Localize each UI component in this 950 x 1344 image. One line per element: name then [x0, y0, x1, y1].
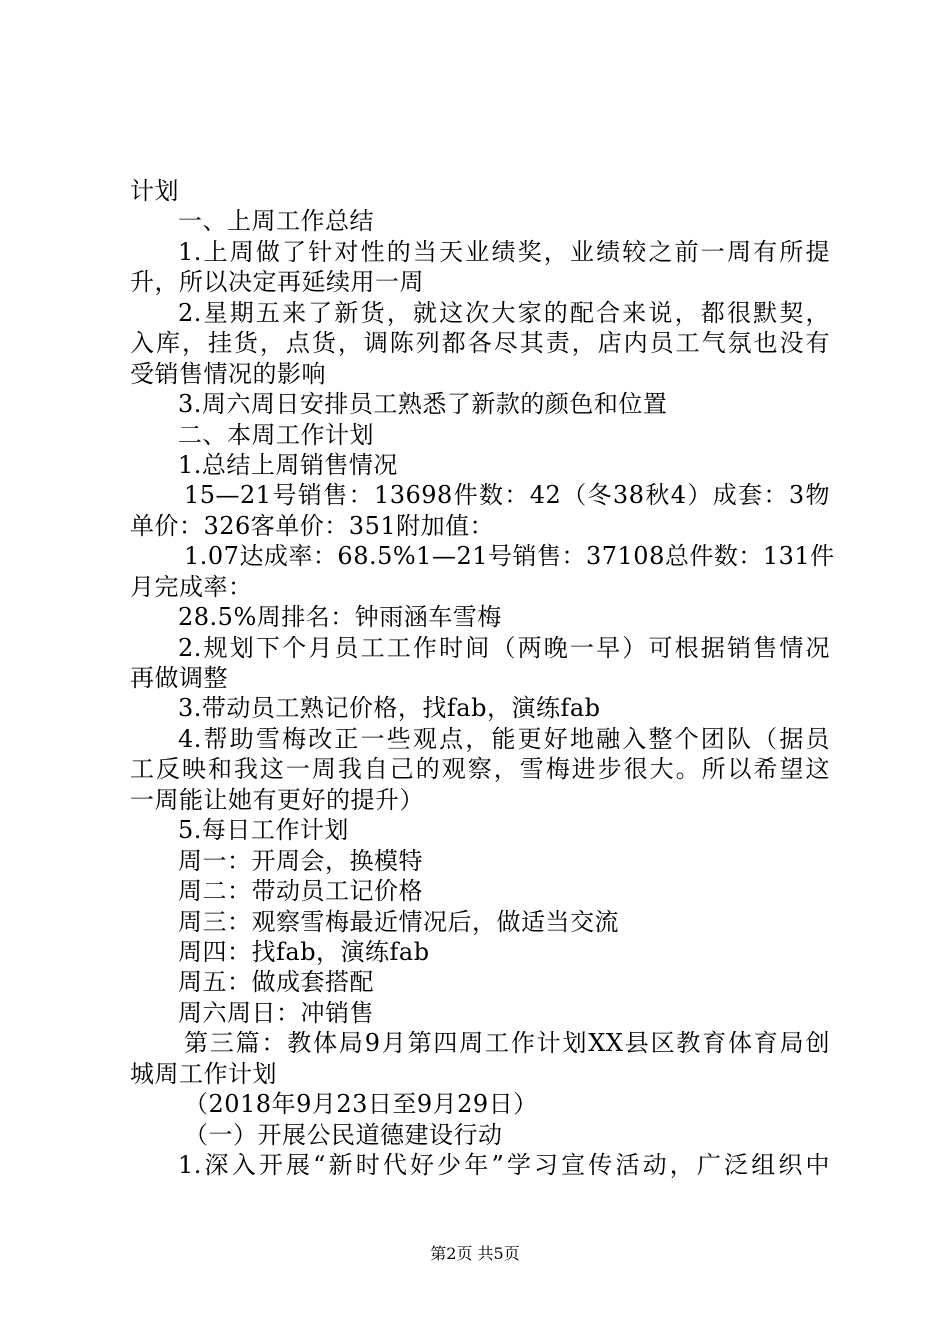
text-line: 周二：带动员工记价格 — [178, 877, 423, 906]
text-line: 周三：观察雪梅最近情况后，做适当交流 — [178, 907, 619, 936]
text-line: 1.深入开展“新时代好少年”学习宣传活动，广泛组织中 — [178, 1151, 830, 1179]
text-line: 1.07达成率：68.5%1—21号销售：37108总件数：131件 — [184, 542, 835, 571]
text-line: 第三篇：教体局9月第四周工作计划XX县区教育体育局创 — [184, 1029, 830, 1058]
text-line: 1.总结上周销售情况 — [178, 450, 398, 479]
text-line: 4.帮助雪梅改正一些观点，能更好地融入整个团队（据员 — [178, 724, 830, 753]
text-line: 1.上周做了针对性的当天业绩奖，业绩较之前一周有所提 — [178, 237, 830, 266]
text-line: 周五：做成套搭配 — [178, 968, 374, 997]
text-line: 28.5%周排名：钟雨涵车雪梅 — [178, 603, 502, 632]
text-line: 一、上周工作总结 — [178, 207, 374, 236]
text-line: 周一：开周会，换模特 — [178, 846, 423, 875]
text-line: 3.带动员工熟记价格，找fab，演练fab — [178, 694, 601, 723]
text-line: 受销售情况的影响 — [130, 359, 326, 388]
text-line: 工反映和我这一周我自己的观察，雪梅进步很大。所以希望这 — [130, 755, 830, 784]
text-line: 5.每日工作计划 — [178, 816, 349, 845]
text-line: 城周工作计划 — [130, 1059, 277, 1088]
text-line: （2018年9月23日至9月29日） — [184, 1090, 538, 1119]
text-line: 月完成率： — [130, 572, 253, 601]
text-line: 2.规划下个月员工工作时间（两晚一早）可根据销售情况 — [178, 633, 830, 662]
text-line: 2.星期五来了新货，就这次大家的配合来说，都很默契， — [178, 298, 830, 327]
text-line: （一）开展公民道德建设行动 — [184, 1120, 503, 1149]
text-line: 3.周六周日安排员工熟悉了新款的颜色和位置 — [178, 390, 668, 419]
text-line: 计划 — [130, 177, 179, 205]
text-line: 二、本周工作计划 — [178, 420, 374, 449]
text-line: 15—21号销售：13698件数：42（冬38秋4）成套：3物 — [184, 481, 830, 510]
page-footer: 第2页 共5页 — [430, 1244, 520, 1263]
text-line: 升，所以决定再延续用一周 — [130, 268, 424, 297]
text-line: 单价：326客单价：351附加值： — [130, 511, 495, 540]
document-body — [130, 176, 835, 1180]
text-line: 再做调整 — [130, 664, 228, 692]
text-line: 入库，挂货，点货，调陈列都各尽其责，店内员工气氛也没有 — [130, 329, 830, 358]
text-line: 周六周日：冲销售 — [178, 998, 374, 1027]
text-line: 一周能让她有更好的提升） — [130, 785, 424, 814]
text-line: 周四：找fab，演练fab — [178, 937, 430, 966]
